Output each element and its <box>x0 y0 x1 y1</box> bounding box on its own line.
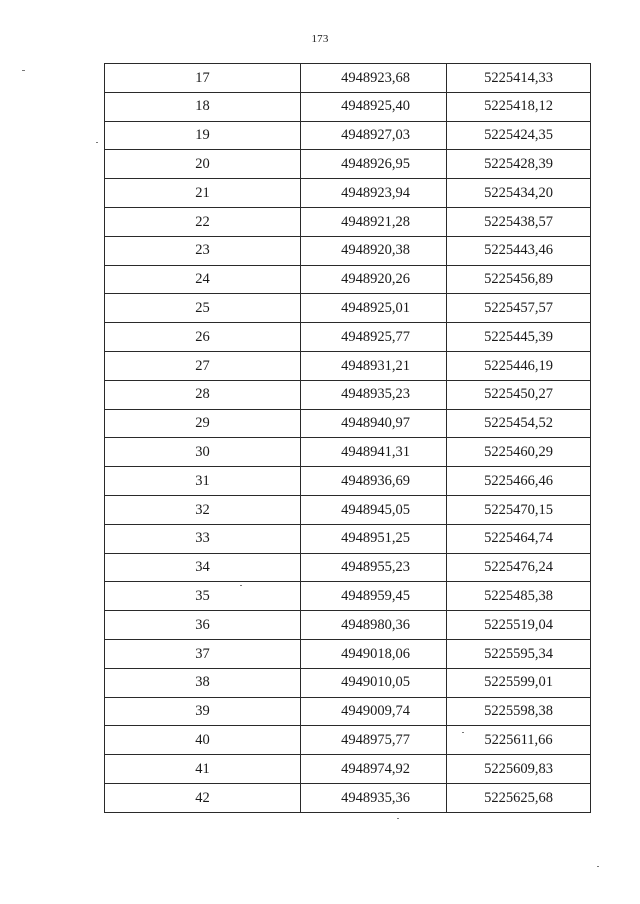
x-coordinate-cell: 4949009,74 <box>301 697 447 726</box>
table-row <box>105 323 591 352</box>
y-coordinate-cell: 5225445,39 <box>447 323 591 352</box>
point-number-cell: 41 <box>105 755 301 784</box>
y-coordinate-cell: 5225450,27 <box>447 380 591 409</box>
table-row <box>105 236 591 265</box>
x-coordinate-cell: 4948923,94 <box>301 179 447 208</box>
x-coordinate-cell: 4948931,21 <box>301 351 447 380</box>
y-coordinate-cell: 5225485,38 <box>447 582 591 611</box>
x-coordinate-cell: 4948935,36 <box>301 783 447 812</box>
table-row <box>105 467 591 496</box>
point-number-cell: 37 <box>105 639 301 668</box>
x-coordinate-cell: 4948920,38 <box>301 236 447 265</box>
table-row <box>105 294 591 323</box>
y-coordinate-cell: 5225456,89 <box>447 265 591 294</box>
x-coordinate-cell: 4948925,77 <box>301 323 447 352</box>
point-number-cell: 17 <box>105 64 301 93</box>
table-row <box>105 380 591 409</box>
table-row <box>105 639 591 668</box>
x-coordinate-cell: 4948926,95 <box>301 150 447 179</box>
y-coordinate-cell: 5225625,68 <box>447 783 591 812</box>
y-coordinate-cell: 5225438,57 <box>447 207 591 236</box>
table-row <box>105 582 591 611</box>
table-row <box>105 121 591 150</box>
y-coordinate-cell: 5225414,33 <box>447 64 591 93</box>
scan-speck <box>462 732 464 733</box>
y-coordinate-cell: 5225466,46 <box>447 467 591 496</box>
y-coordinate-cell: 5225454,52 <box>447 409 591 438</box>
table-row <box>105 92 591 121</box>
point-number-cell: 27 <box>105 351 301 380</box>
scan-speck <box>22 70 25 71</box>
x-coordinate-cell: 4948974,92 <box>301 755 447 784</box>
y-coordinate-cell: 5225418,12 <box>447 92 591 121</box>
y-coordinate-cell: 5225611,66 <box>447 726 591 755</box>
scan-speck <box>96 142 98 143</box>
point-number-cell: 34 <box>105 553 301 582</box>
table-row <box>105 697 591 726</box>
point-number-cell: 29 <box>105 409 301 438</box>
x-coordinate-cell: 4948921,28 <box>301 207 447 236</box>
x-coordinate-cell: 4948925,01 <box>301 294 447 323</box>
x-coordinate-cell: 4948920,26 <box>301 265 447 294</box>
table-row <box>105 755 591 784</box>
point-number-cell: 28 <box>105 380 301 409</box>
table-row <box>105 409 591 438</box>
y-coordinate-cell: 5225609,83 <box>447 755 591 784</box>
y-coordinate-cell: 5225424,35 <box>447 121 591 150</box>
y-coordinate-cell: 5225599,01 <box>447 668 591 697</box>
point-number-cell: 22 <box>105 207 301 236</box>
x-coordinate-cell: 4948951,25 <box>301 524 447 553</box>
point-number-cell: 39 <box>105 697 301 726</box>
x-coordinate-cell: 4948940,97 <box>301 409 447 438</box>
point-number-cell: 42 <box>105 783 301 812</box>
table-row <box>105 207 591 236</box>
coordinates-table <box>104 63 591 813</box>
x-coordinate-cell: 4948936,69 <box>301 467 447 496</box>
x-coordinate-cell: 4948923,68 <box>301 64 447 93</box>
point-number-cell: 25 <box>105 294 301 323</box>
y-coordinate-cell: 5225457,57 <box>447 294 591 323</box>
y-coordinate-cell: 5225476,24 <box>447 553 591 582</box>
table-row <box>105 351 591 380</box>
table-row <box>105 668 591 697</box>
point-number-cell: 40 <box>105 726 301 755</box>
point-number-cell: 18 <box>105 92 301 121</box>
x-coordinate-cell: 4948935,23 <box>301 380 447 409</box>
point-number-cell: 24 <box>105 265 301 294</box>
scan-speck <box>597 866 599 867</box>
point-number-cell: 23 <box>105 236 301 265</box>
x-coordinate-cell: 4948959,45 <box>301 582 447 611</box>
table-row <box>105 150 591 179</box>
point-number-cell: 32 <box>105 495 301 524</box>
point-number-cell: 35 <box>105 582 301 611</box>
scan-speck <box>240 585 242 586</box>
x-coordinate-cell: 4949010,05 <box>301 668 447 697</box>
point-number-cell: 31 <box>105 467 301 496</box>
table-row <box>105 64 591 93</box>
point-number-cell: 21 <box>105 179 301 208</box>
table-row <box>105 179 591 208</box>
page-number: 173 <box>311 33 329 45</box>
table-row <box>105 265 591 294</box>
x-coordinate-cell: 4948980,36 <box>301 611 447 640</box>
table-row <box>105 524 591 553</box>
table-row <box>105 495 591 524</box>
point-number-cell: 20 <box>105 150 301 179</box>
point-number-cell: 26 <box>105 323 301 352</box>
y-coordinate-cell: 5225446,19 <box>447 351 591 380</box>
point-number-cell: 36 <box>105 611 301 640</box>
point-number-cell: 38 <box>105 668 301 697</box>
point-number-cell: 33 <box>105 524 301 553</box>
x-coordinate-cell: 4948941,31 <box>301 438 447 467</box>
y-coordinate-cell: 5225470,15 <box>447 495 591 524</box>
y-coordinate-cell: 5225443,46 <box>447 236 591 265</box>
y-coordinate-cell: 5225464,74 <box>447 524 591 553</box>
point-number-cell: 19 <box>105 121 301 150</box>
y-coordinate-cell: 5225428,39 <box>447 150 591 179</box>
y-coordinate-cell: 5225519,04 <box>447 611 591 640</box>
x-coordinate-cell: 4948925,40 <box>301 92 447 121</box>
coordinates-table-body <box>105 64 591 813</box>
y-coordinate-cell: 5225460,29 <box>447 438 591 467</box>
y-coordinate-cell: 5225434,20 <box>447 179 591 208</box>
y-coordinate-cell: 5225595,34 <box>447 639 591 668</box>
table-row <box>105 726 591 755</box>
x-coordinate-cell: 4948955,23 <box>301 553 447 582</box>
table-row <box>105 611 591 640</box>
x-coordinate-cell: 4948975,77 <box>301 726 447 755</box>
x-coordinate-cell: 4948945,05 <box>301 495 447 524</box>
point-number-cell: 30 <box>105 438 301 467</box>
scan-speck <box>397 818 399 819</box>
y-coordinate-cell: 5225598,38 <box>447 697 591 726</box>
x-coordinate-cell: 4948927,03 <box>301 121 447 150</box>
table-row <box>105 783 591 812</box>
x-coordinate-cell: 4949018,06 <box>301 639 447 668</box>
table-row <box>105 438 591 467</box>
table-row <box>105 553 591 582</box>
